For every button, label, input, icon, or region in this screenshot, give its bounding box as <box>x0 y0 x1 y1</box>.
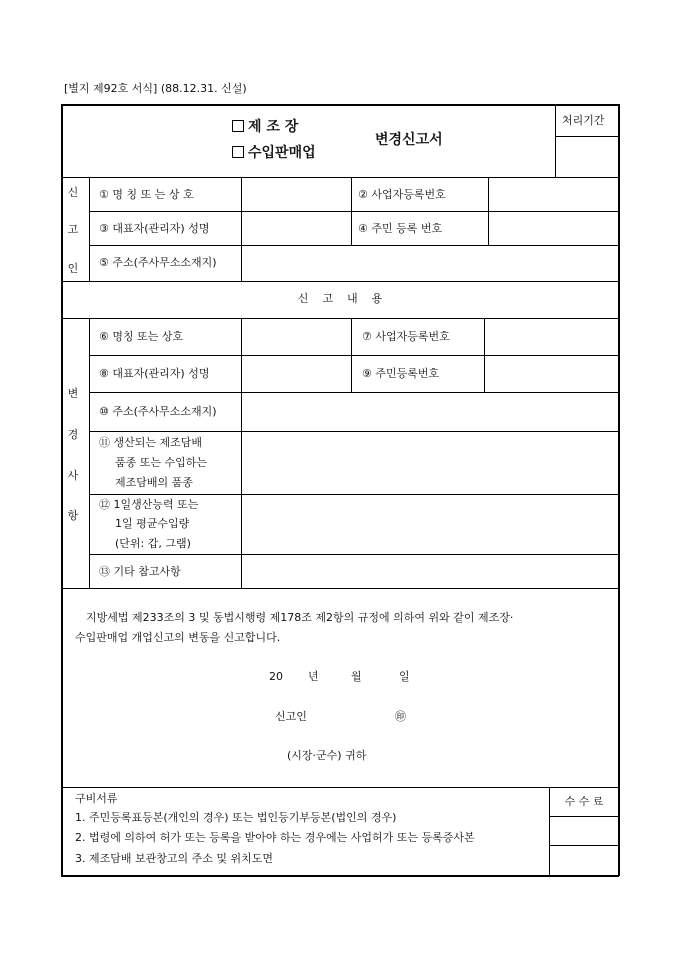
change-item12-line3: (단위: 갑, 그램) <box>115 537 191 550</box>
change-product-type-field[interactable] <box>243 433 617 493</box>
document-item-2: 2. 법령에 의하여 허가 또는 등록을 받아야 하는 경우에는 사업허가 또는 등록증사본 <box>75 831 475 844</box>
date-day-label: 일 <box>399 670 410 683</box>
applicant-rep-field[interactable] <box>243 213 350 244</box>
manufacturer-checkbox[interactable] <box>232 120 244 132</box>
applicant-name-label: ① 명 칭 또 는 상 호 <box>99 188 194 201</box>
change-item11-line2: 품종 또는 수입하는 <box>115 456 208 469</box>
change-rep-field[interactable] <box>243 357 350 391</box>
change-item13-label: ⑬ 기타 참고사항 <box>99 565 181 578</box>
change-item12-line1: ⑫ 1일생산능력 또는 <box>99 498 199 511</box>
change-name-field[interactable] <box>243 320 350 354</box>
recipient-label: (시장·군수) 귀하 <box>287 749 367 762</box>
date-month-label: 월 <box>351 670 362 683</box>
applicant-rep-label: ③ 대표자(관리자) 성명 <box>99 222 210 235</box>
declaration-line1: 지방세법 제233조의 3 및 동법시행령 제178조 제2항의 규정에 의하여 위와 같이 제조장· <box>86 611 514 624</box>
change-resid-label: ⑨ 주민등록번호 <box>362 367 440 380</box>
applicant-side-label-3: 인 <box>67 262 79 275</box>
change-item12-line2: 1일 평균수입량 <box>115 517 190 530</box>
change-address-field[interactable] <box>243 394 617 430</box>
fee-field[interactable] <box>551 818 617 844</box>
change-address-label: ⑩ 주소(주사무소소재지) <box>99 405 217 418</box>
title-option-importer: 수입판매업 <box>232 146 316 160</box>
changes-side-label-4: 항 <box>67 509 79 522</box>
reporter-label: 신고인 <box>275 710 307 723</box>
form-number-note: [별지 제92호 서식] (88.12.31. 신설) <box>64 82 247 95</box>
seal-mark: ㊞ <box>395 710 406 723</box>
applicant-resid-field[interactable] <box>490 213 617 244</box>
change-name-label: ⑥ 명칭 또는 상호 <box>99 330 184 343</box>
applicant-side-label-1: 신 <box>67 186 79 199</box>
change-resid-field[interactable] <box>486 357 617 391</box>
applicant-bizno-label: ② 사업자등록번호 <box>358 188 446 201</box>
declaration-line2: 수입판매업 개업신고의 변동을 신고합니다. <box>75 631 281 644</box>
applicant-address-label: ⑤ 주소(주사무소소재지) <box>99 256 217 269</box>
change-capacity-field[interactable] <box>243 496 617 553</box>
document-item-1: 1. 주민등록표등본(개인의 경우) 또는 법인등기부등본(법인의 경우) <box>75 811 397 824</box>
documents-title: 구비서류 <box>75 792 118 805</box>
changes-side-label-1: 변 <box>67 387 79 400</box>
document-item-3: 3. 제조담배 보관창고의 주소 및 위치도면 <box>75 852 273 865</box>
applicant-resid-label: ④ 주민 등록 번호 <box>358 222 443 235</box>
change-item11-line3: 제조담배의 품종 <box>115 476 193 489</box>
fee-label: 수 수 료 <box>564 795 604 808</box>
date-year-label: 년 <box>308 670 319 683</box>
date-year-prefix: 20 <box>269 670 283 683</box>
processing-period-label: 처리기간 <box>562 114 605 127</box>
changes-side-label-2: 경 <box>67 428 79 441</box>
report-content-label: 신 고 내 용 <box>297 292 383 305</box>
applicant-bizno-field[interactable] <box>490 179 617 210</box>
changes-side-label-3: 사 <box>67 469 79 482</box>
title-option-manufacturer: 제 조 장 <box>232 120 298 134</box>
applicant-side-label-2: 고 <box>67 223 79 236</box>
importer-checkbox[interactable] <box>232 146 244 158</box>
change-remarks-field[interactable] <box>243 556 617 587</box>
change-bizno-label: ⑦ 사업자등록번호 <box>362 330 450 343</box>
change-bizno-field[interactable] <box>486 320 617 354</box>
form-title: 변경신고서 <box>375 132 443 148</box>
change-item11-line1: ⑪ 생산되는 제조담배 <box>99 436 203 449</box>
applicant-address-field[interactable] <box>243 247 617 280</box>
change-rep-label: ⑧ 대표자(관리자) 성명 <box>99 367 210 380</box>
applicant-name-field[interactable] <box>243 179 350 210</box>
